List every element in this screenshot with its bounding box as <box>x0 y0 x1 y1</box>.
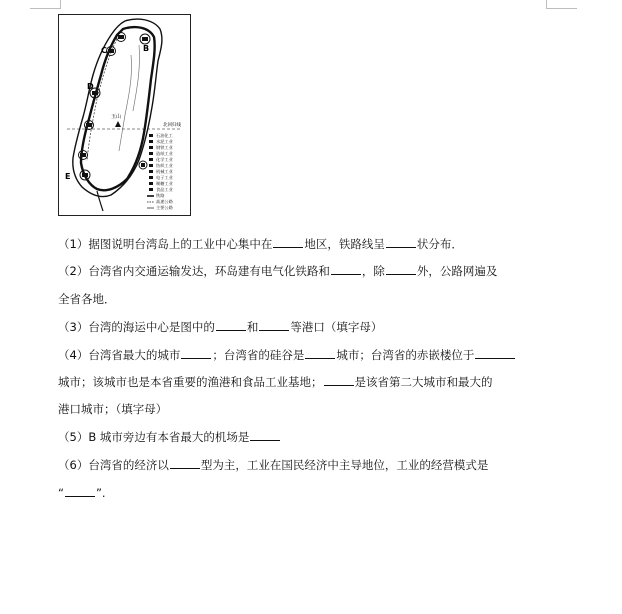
answer-blank[interactable] <box>259 319 289 331</box>
legend-item-8: 电子工业 <box>156 175 173 180</box>
legend-item-7: 机械工业 <box>156 169 173 174</box>
yushan-peak-marker <box>115 121 121 127</box>
legend-item-railway: 铁路 <box>156 193 165 198</box>
west-highway <box>87 39 117 161</box>
industry-mark-d <box>92 91 98 95</box>
legend-symbol-4 <box>149 152 153 155</box>
map-label-b: B <box>143 44 150 53</box>
legend-symbol-5 <box>149 158 153 161</box>
taiwan-industry-map <box>58 14 191 216</box>
taiwan-map-svg <box>59 15 192 217</box>
answer-blank[interactable] <box>65 485 95 497</box>
legend-symbol-6 <box>149 164 153 167</box>
legend-item-highway: 高速公路 <box>156 199 173 204</box>
map-label-c: C <box>101 46 107 55</box>
legend-item-10: 食品工业 <box>156 187 173 192</box>
south-tip <box>97 191 103 211</box>
legend-item-3: 钢铁工业 <box>156 145 173 150</box>
legend-symbol-7 <box>149 170 153 173</box>
legend-symbol-1 <box>149 134 153 137</box>
legend-item-1: 石油化工 <box>156 133 173 138</box>
map-label-e: E <box>65 172 71 181</box>
legend-symbol-10 <box>149 188 153 191</box>
answer-blank[interactable] <box>273 236 303 248</box>
question-5: （5）B 城市旁边有本省最大的机场是 <box>58 429 281 445</box>
answer-blank[interactable] <box>324 374 354 386</box>
answer-blank[interactable] <box>331 263 361 275</box>
industry-mark-mid <box>86 123 92 127</box>
map-label-d: D <box>87 82 94 91</box>
question-3: （3）台湾的海运中心是图中的 和 等港口（填字母） <box>58 320 383 334</box>
legend-item-main-road: 主要公路 <box>156 205 173 210</box>
map-legend <box>147 132 174 211</box>
legend-symbol-3 <box>149 146 153 149</box>
industry-mark-sw <box>80 153 86 157</box>
question-2: （2）台湾省内交通运输发达，环岛建有电气化铁路和 ，除 外，公路网遍及 <box>58 264 498 278</box>
question-6-continued: “ ”. <box>58 486 106 500</box>
answer-blank[interactable] <box>170 457 200 469</box>
legend-item-4: 造纸工业 <box>156 151 173 156</box>
answer-blank[interactable] <box>181 347 211 359</box>
answer-blank[interactable] <box>250 429 280 441</box>
central-mountains-2 <box>133 45 140 111</box>
answer-blank[interactable] <box>386 263 416 275</box>
question-2-continued: 全省各地． <box>58 292 116 306</box>
answer-blank[interactable] <box>475 347 515 359</box>
answer-blank[interactable] <box>386 236 416 248</box>
map-label-tropic: 北回归线 <box>163 123 181 128</box>
answer-blank[interactable] <box>216 319 246 331</box>
question-4-continued: 城市；该城市也是本省重要的渔港和食品工业基地； 是该省第二大城市和最大的 <box>58 375 493 389</box>
legend-symbol-2 <box>149 140 153 143</box>
central-mountains <box>119 55 132 151</box>
industry-mark-east <box>141 163 145 167</box>
legend-item-2: 水泥工业 <box>156 139 173 144</box>
question-1: （1）据图说明台湾岛上的工业中心集中在 地区，铁路线呈 状分布． <box>58 237 463 251</box>
industry-mark-b <box>142 37 148 41</box>
page-corner-mark-right <box>546 0 577 9</box>
question-4: （4）台湾省最大的城市 ；台湾省的硅谷是 城市；台湾省的赤嵌楼位于 <box>58 347 516 363</box>
legend-item-5: 化学工业 <box>156 157 173 162</box>
answer-blank[interactable] <box>305 347 335 359</box>
industry-mark-c <box>108 49 114 53</box>
map-label-yushan: 玉山 <box>111 114 122 120</box>
industry-mark-north <box>118 35 124 39</box>
legend-item-6: 纺织工业 <box>156 163 173 168</box>
question-4-continued-2: 港口城市；（填字母） <box>58 402 168 416</box>
page-corner-mark-left <box>30 0 61 9</box>
legend-symbol-8 <box>149 176 153 179</box>
industry-mark-e <box>82 173 88 177</box>
legend-item-9: 制糖工业 <box>156 181 173 186</box>
question-6: （6）台湾省的经济以 型为主，工业在国民经济中主导地位，工业的经营模式是 <box>58 458 489 472</box>
legend-symbol-9 <box>149 182 153 185</box>
